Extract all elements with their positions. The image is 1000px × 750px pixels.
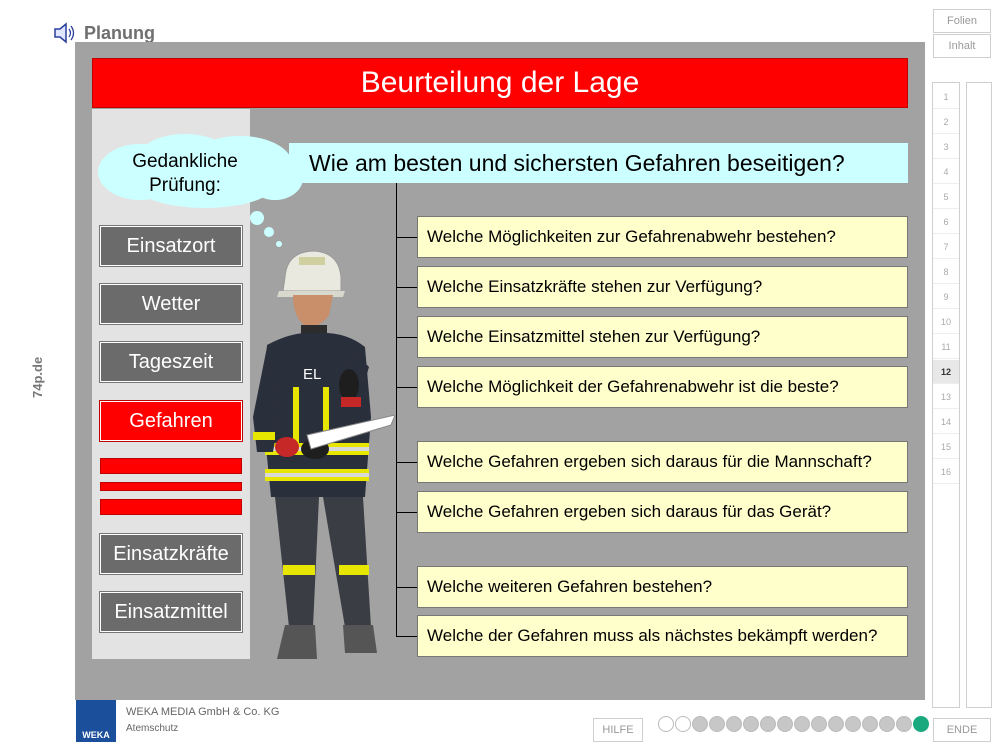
fireman-badge: EL: [303, 366, 322, 383]
progress-dot: [675, 716, 691, 732]
tree-trunk: [396, 183, 397, 636]
scrollbar[interactable]: [966, 82, 992, 708]
tree-branch: [396, 462, 417, 463]
slide-link[interactable]: 10: [933, 310, 959, 334]
slide-link[interactable]: 13: [933, 385, 959, 409]
slide-link[interactable]: 3: [933, 135, 959, 159]
question-box[interactable]: Welche Möglichkeit der Gefahrenabwehr ist die beste?: [417, 366, 908, 408]
slide-link[interactable]: 4: [933, 160, 959, 184]
progress-dot: [743, 716, 759, 732]
progress-dot: [709, 716, 725, 732]
progress-dot: [726, 716, 742, 732]
progress-dot: [794, 716, 810, 732]
progress-dot: [760, 716, 776, 732]
progress-dot: [845, 716, 861, 732]
end-button[interactable]: ENDE: [933, 718, 991, 742]
tree-branch: [396, 337, 417, 338]
category-sub-bar: [100, 458, 242, 474]
question-box[interactable]: Welche der Gefahren muss als nächstes bekämpft werden?: [417, 615, 908, 657]
category-tageszeit[interactable]: Tageszeit: [100, 342, 242, 382]
question-box[interactable]: Welche Einsatzmittel stehen zur Verfügung?: [417, 316, 908, 358]
tree-branch: [396, 512, 417, 513]
slide-link[interactable]: 14: [933, 410, 959, 434]
progress-dot: [879, 716, 895, 732]
slide-link[interactable]: 15: [933, 435, 959, 459]
progress-dot: [828, 716, 844, 732]
footer-subject: Atemschutz: [126, 723, 179, 734]
slide-link[interactable]: 5: [933, 185, 959, 209]
question-box[interactable]: Welche Gefahren ergeben sich daraus für das Gerät?: [417, 491, 908, 533]
question-box[interactable]: Welche Möglichkeiten zur Gefahrenabwehr bestehen?: [417, 216, 908, 258]
category-einsatzkraefte[interactable]: Einsatzkräfte: [100, 534, 242, 574]
slide-link[interactable]: 2: [933, 110, 959, 134]
slide-link[interactable]: 11: [933, 335, 959, 359]
progress-dot: [896, 716, 912, 732]
slide-link[interactable]: 9: [933, 285, 959, 309]
tree-branch: [396, 636, 417, 637]
tree-branch: [396, 237, 417, 238]
weka-logo: WEKA: [76, 700, 116, 742]
slide-link[interactable]: 16: [933, 460, 959, 484]
footer-company: WEKA MEDIA GmbH & Co. KG: [126, 706, 280, 718]
slide-link-current[interactable]: 12: [933, 360, 959, 384]
inhalt-button[interactable]: Inhalt: [933, 34, 991, 58]
progress-dot: [913, 716, 929, 732]
category-einsatzort[interactable]: Einsatzort: [100, 226, 242, 266]
category-sub-bar: [100, 482, 242, 491]
progress-dots: [658, 716, 929, 734]
tree-branch: [396, 387, 417, 388]
progress-dot: [658, 716, 674, 732]
page-title: Planung: [84, 22, 155, 43]
firefighter-illustration: [253, 247, 395, 672]
side-label: 74p.de: [30, 356, 45, 398]
slide-title: Beurteilung der Lage: [92, 58, 908, 108]
progress-dot: [811, 716, 827, 732]
slide-number-list: [932, 82, 960, 708]
progress-dot: [862, 716, 878, 732]
tree-branch: [396, 287, 417, 288]
question-box[interactable]: Welche Gefahren ergeben sich daraus für die Mannschaft?: [417, 441, 908, 483]
progress-dot: [777, 716, 793, 732]
question-box[interactable]: Welche Einsatzkräfte stehen zur Verfügung?: [417, 266, 908, 308]
slide-link[interactable]: 7: [933, 235, 959, 259]
thought-label: Gedankliche Prüfung:: [132, 151, 238, 196]
category-sub-bar: [100, 499, 242, 515]
slide-link[interactable]: 1: [933, 85, 959, 109]
main-question: Wie am besten und sichersten Gefahren beseitigen?: [289, 143, 908, 183]
slide-link[interactable]: 6: [933, 210, 959, 234]
question-box[interactable]: Welche weiteren Gefahren bestehen?: [417, 566, 908, 608]
slide-link[interactable]: 8: [933, 260, 959, 284]
slide-canvas: [75, 42, 925, 700]
category-gefahren[interactable]: Gefahren: [100, 401, 242, 441]
category-einsatzmittel[interactable]: Einsatzmittel: [100, 592, 242, 632]
help-button[interactable]: HILFE: [593, 718, 643, 742]
folien-button[interactable]: Folien: [933, 9, 991, 33]
category-wetter[interactable]: Wetter: [100, 284, 242, 324]
tree-branch: [396, 587, 417, 588]
progress-dot: [692, 716, 708, 732]
